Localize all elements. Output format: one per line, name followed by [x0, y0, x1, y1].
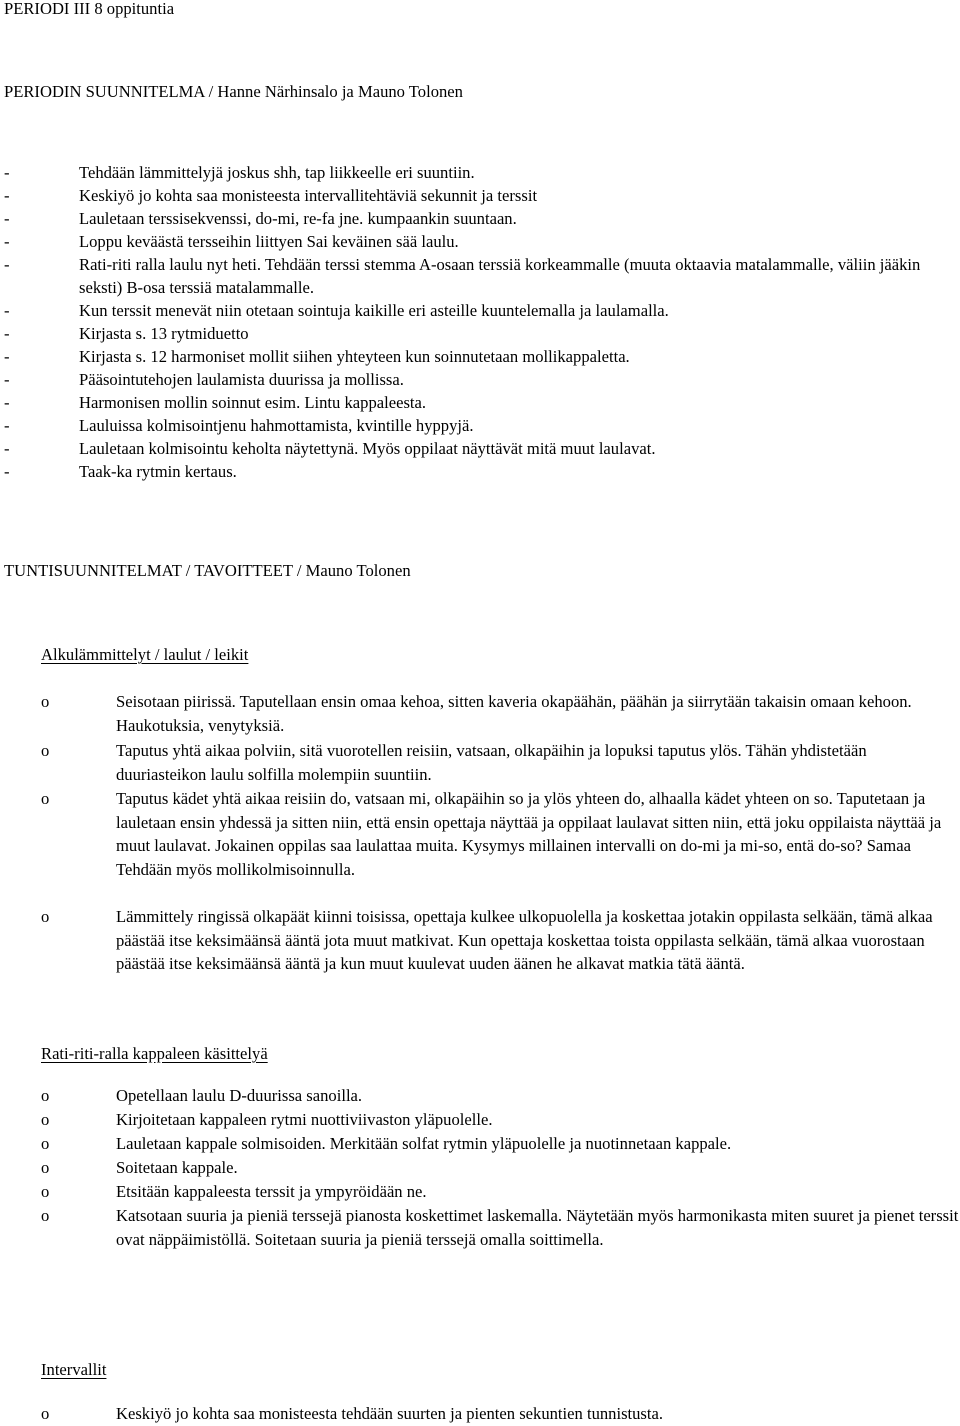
- list-item-text: Opetellaan laulu D-duurissa sanoilla.: [116, 1086, 363, 1105]
- bullet-marker: o: [41, 741, 50, 760]
- list-item-text: Kirjasta s. 13 rytmiduetto: [79, 324, 249, 343]
- bullet-marker: o: [41, 789, 50, 808]
- dash-marker: -: [4, 439, 10, 458]
- bullet-marker: o: [41, 1206, 50, 1225]
- list-item-text: Rati-riti ralla laulu nyt heti. Tehdään terssi stemma A-osaan terssiä korkeammalle (muuta oktaavia matalammalle, väliin jääkin seksti) B-osa terssiä matalammalle.: [79, 255, 921, 297]
- dash-marker: -: [4, 163, 10, 182]
- warmup-subheading: Alkulämmittelyt / laulut / leikit: [41, 645, 249, 664]
- list-item-text: Pääsointutehojen laulamista duurissa ja mollissa.: [79, 370, 404, 389]
- list-item-text: Soitetaan kappale.: [116, 1158, 238, 1177]
- plan-heading: PERIODIN SUUNNITELMA / Hanne Närhinsalo ja Mauno Tolonen: [4, 82, 463, 101]
- bullet-marker: o: [41, 1182, 50, 1201]
- bullet-marker: o: [41, 692, 50, 711]
- list-item-text: Keskiyö jo kohta saa monisteesta intervallitehtäviä sekunnit ja terssit: [79, 186, 538, 205]
- list-item-text: Lauletaan terssisekvenssi, do-mi, re-fa jne. kumpaankin suuntaan.: [79, 209, 517, 228]
- list-item-text: Lauletaan kappale solmisoiden. Merkitään solfat rytmin yläpuolelle ja nuotinnetaan kappale.: [116, 1134, 732, 1153]
- list-item-text: Taak-ka rytmin kertaus.: [79, 462, 237, 481]
- dash-marker: -: [4, 416, 10, 435]
- dash-marker: -: [4, 186, 10, 205]
- list-item-text: Loppu keväästä tersseihin liittyen Sai keväinen sää laulu.: [79, 232, 459, 251]
- dash-marker: -: [4, 393, 10, 412]
- bullet-marker: o: [41, 1134, 50, 1153]
- list-item-text: Tehdään lämmittelyjä joskus shh, tap liikkeelle eri suuntiin.: [79, 163, 475, 182]
- intervals-subheading: Intervallit: [41, 1360, 107, 1379]
- bullet-marker: o: [41, 1086, 50, 1105]
- dash-marker: -: [4, 255, 10, 274]
- dash-marker: -: [4, 347, 10, 366]
- list-item-text: Harmonisen mollin soinnut esim. Lintu kappaleesta.: [79, 393, 427, 412]
- ratiriti-subheading: Rati-riti-ralla kappaleen käsittelyä: [41, 1044, 268, 1063]
- lesson-heading: TUNTISUUNNITELMAT / TAVOITTEET / Mauno Tolonen: [4, 561, 411, 580]
- list-item-text: Lauletaan kolmisointu keholta näytettynä. Myös oppilaat näyttävät mitä muut laulavat.: [79, 439, 656, 458]
- list-item-text: Kirjoitetaan kappaleen rytmi nuottiviivaston yläpuolelle.: [116, 1110, 493, 1129]
- bullet-marker: o: [41, 1110, 50, 1129]
- bullet-marker: o: [41, 907, 50, 926]
- list-item-text: Keskiyö jo kohta saa monisteesta tehdään suurten ja pienten sekuntien tunnistusta.: [116, 1404, 664, 1423]
- dash-marker: -: [4, 301, 10, 320]
- list-item-text: Taputus yhtä aikaa polviin, sitä vuorotellen reisiin, vatsaan, olkapäihin ja lopuksi taputus ylös. Tähän yhdistetään duuriasteikon laulu solfilla molempiin suuntiin.: [116, 741, 867, 784]
- list-item-text: Kirjasta s. 12 harmoniset mollit siihen yhteyteen kun soinnutetaan mollikappaletta.: [79, 347, 630, 366]
- list-item-text: Taputus kädet yhtä aikaa reisiin do, vatsaan mi, olkapäihin so ja ylös yhteen do, alhaalla kädet yhteen on so. Taputetaan ja lauletaan ensin yhdessä ja sitten niin, että ensin opettaja näyttää ja oppilaat laulavat sitten niin, että joku oppilaista näyttää ja muut laulavat. Jokainen oppilas saa laulattaa muita. Kysymys millainen intervalli on do-mi ja mi-so, entä do-so? Samaa Tehdään myös mollikolmisoinnulla.: [116, 789, 942, 879]
- list-item-text: Seisotaan piirissä. Taputellaan ensin omaa kehoa, sitten kaveria okapäähän, päähän ja siirrytään takaisin omaan kehoon. Haukotuksia, venytyksiä.: [116, 692, 912, 735]
- bullet-marker: o: [41, 1158, 50, 1177]
- list-item-text: Lauluissa kolmisointjenu hahmottamista, kvintille hyppyjä.: [79, 416, 474, 435]
- bullet-marker: o: [41, 1404, 50, 1423]
- dash-marker: -: [4, 324, 10, 343]
- list-item-text: Katsotaan suuria ja pieniä terssejä pianosta koskettimet laskemalla. Näytetään myös harmonikasta miten suuret ja pienet terssit ovat näppäimistöllä. Soitetaan suuria ja pieniä terssejä omalla soittimella.: [116, 1206, 959, 1249]
- list-item-text: Lämmittely ringissä olkapäät kiinni toisissa, opettaja kulkee ulkopuolella ja koskettaa jotakin oppilasta selkään, tämä alkaa päästää itse keksimäänsä ääntä jota muut matkivat. Kun opettaja koskettaa toista oppilasta selkään, tämä alkaa vuorostaan päästää itse keksimäänsä ääntä ja kun muut kuulevat uuden äänen he alkavat matkia tätä ääntä.: [116, 907, 933, 973]
- dash-marker: -: [4, 370, 10, 389]
- document-title: PERIODI III 8 oppituntia: [4, 0, 175, 18]
- dash-marker: -: [4, 462, 10, 481]
- list-item-text: Etsitään kappaleesta terssit ja ympyröidään ne.: [116, 1182, 427, 1201]
- dash-marker: -: [4, 232, 10, 251]
- dash-marker: -: [4, 209, 10, 228]
- list-item-text: Kun terssit menevät niin otetaan sointuja kaikille eri asteille kuuntelemalla ja laulamalla.: [79, 301, 669, 320]
